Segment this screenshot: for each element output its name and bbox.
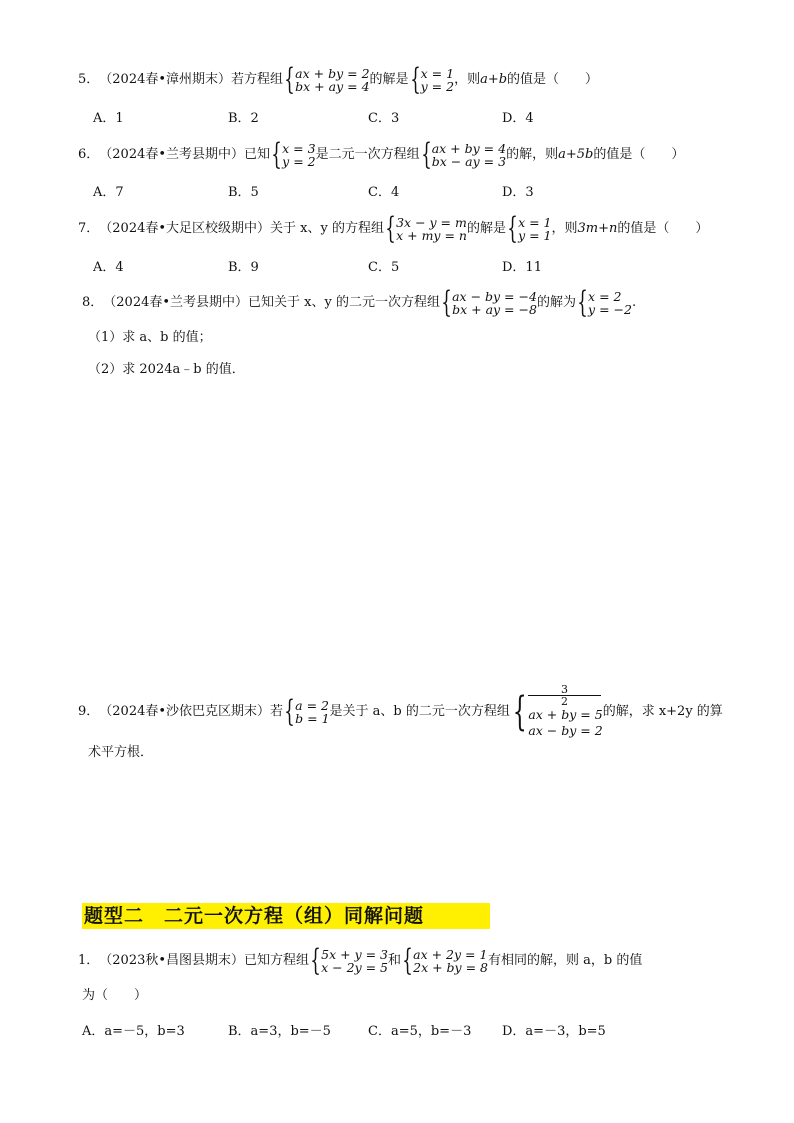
question-5 xyxy=(78,62,599,97)
q6-number: 6． xyxy=(78,147,100,162)
left-brace: { xyxy=(507,211,518,246)
q5-lead: 若方程组 xyxy=(231,72,284,87)
q6-option-a: A．7 xyxy=(93,185,124,200)
left-brace: { xyxy=(284,62,295,97)
q8-source: （2024春•兰考县期中） xyxy=(103,295,249,310)
q5-number: 5． xyxy=(78,72,100,87)
left-brace: { xyxy=(310,943,321,978)
q7-option-d: D．11 xyxy=(502,260,542,275)
q8-lead: 已知关于 x、y 的二元一次方程组 xyxy=(248,295,440,310)
q6-source: （2024春•兰考县期中） xyxy=(99,147,245,162)
q8-number: 8． xyxy=(82,295,104,310)
q6-system-1: x = 3 y = 2 xyxy=(282,141,316,169)
q6-tail: 的值是（ ） xyxy=(593,147,685,162)
q7-mid: 的解是 xyxy=(466,221,506,236)
question-7 xyxy=(78,211,709,246)
q5-tail: 的值是（ ） xyxy=(507,72,599,87)
q7-option-b: B．9 xyxy=(228,260,259,275)
s2q1-option-b: B．a=3，b=－5 xyxy=(228,1024,331,1039)
question-8 xyxy=(82,285,637,320)
q6-mid: 是二元一次方程组 xyxy=(315,147,420,162)
s2q1-option-a: A．a=－5，b=3 xyxy=(82,1024,185,1039)
q5-option-b: B．2 xyxy=(228,111,259,126)
q8-tail: . xyxy=(631,295,637,310)
q5-option-c: C．3 xyxy=(368,111,400,126)
q9-system-1: a = 2 b = 1 xyxy=(295,697,330,726)
q9-continuation: 术平方根． xyxy=(88,745,154,760)
s2q1-option-c: C．a=5，b=－3 xyxy=(368,1024,472,1039)
s2q1-continuation: 为（ ） xyxy=(82,988,148,1003)
q7-number: 7． xyxy=(78,221,100,236)
left-brace: { xyxy=(409,62,421,97)
q7-source: （2024春•大足区校级期中） xyxy=(99,221,271,236)
q5-source: （2024春•漳州期末） xyxy=(99,72,232,87)
q6-option-b: B．5 xyxy=(228,185,259,200)
left-brace: { xyxy=(441,285,452,320)
q9-tail: 的解，求 x+2y 的算 xyxy=(602,703,723,719)
q5-option-d: D．4 xyxy=(502,111,534,126)
q9-system-2: 3 2 ax + by = 5 ax − by = 2 xyxy=(528,683,603,738)
q5-system-1: ax + by = 2 bx + ay = 4 xyxy=(295,66,370,94)
left-brace: { xyxy=(284,693,295,729)
s2q1-number: 1． xyxy=(78,953,100,968)
q6-system-2: ax + by = 4 bx − ay = 3 xyxy=(431,141,507,169)
s2q1-system-1: 5x + y = 3 x − 2y = 5 xyxy=(321,947,389,975)
s2q1-option-d: D．a=－3，b=5 xyxy=(502,1024,606,1039)
left-brace: { xyxy=(402,943,413,978)
q6-option-d: D．3 xyxy=(502,185,534,200)
q5-option-a: A．1 xyxy=(93,111,124,126)
fraction: 3 2 xyxy=(528,684,600,707)
s2-question-1 xyxy=(78,943,643,978)
q7-lead: 关于 x、y 的方程组 xyxy=(270,221,384,236)
left-brace: { xyxy=(271,137,282,172)
q5-tail-pre: ，则 xyxy=(454,72,481,87)
s2q1-tail: 有相同的解，则 a，b 的值 xyxy=(488,953,643,968)
q7-option-c: C．5 xyxy=(368,260,400,275)
q9-source: （2024春•沙依巴克区期末） xyxy=(99,703,271,719)
q7-tail: 的值是（ ） xyxy=(617,221,709,236)
s2q1-mid: 和 xyxy=(388,953,402,968)
q8-subquestion-1: （1）求 a、b 的值； xyxy=(88,330,212,345)
s2q1-source: （2023秋•昌图县期末） xyxy=(99,953,245,968)
s2q1-lead: 已知方程组 xyxy=(244,953,310,968)
q9-mid: 是关于 a、b 的二元一次方程组 xyxy=(329,703,510,719)
q8-system-1: ax − by = −4 bx + ay = −8 xyxy=(452,289,537,317)
q8-mid: 的解为 xyxy=(536,295,576,310)
left-brace: { xyxy=(385,211,396,246)
q5-system-2: x = 1 y = 2 xyxy=(420,66,455,94)
q6-option-c: C．4 xyxy=(368,185,400,200)
q8-subquestion-2: （2）求 2024a﹣b 的值． xyxy=(88,362,245,377)
q5-expression: a+b xyxy=(480,72,508,87)
left-brace: { xyxy=(420,137,432,172)
q7-system-1: 3x − y = m x + my = n xyxy=(396,215,467,243)
q7-expression: 3m+n xyxy=(577,221,618,236)
q5-mid: 的解是 xyxy=(369,72,409,87)
q8-system-2: x = 2 y = −2 xyxy=(588,289,632,317)
q6-tail-pre: 的解，则 xyxy=(506,147,559,162)
question-6 xyxy=(78,137,685,172)
q9-number: 9． xyxy=(78,703,100,719)
question-9 xyxy=(78,684,723,739)
q6-lead: 已知 xyxy=(244,147,271,162)
q9-lead: 若 xyxy=(270,703,284,719)
q7-tail-pre: ，则 xyxy=(551,221,578,236)
section-heading: 题型二 二元一次方程（组）同解问题 xyxy=(82,903,490,929)
q7-system-2: x = 1 y = 1 xyxy=(518,215,552,243)
q7-option-a: A．4 xyxy=(93,260,124,275)
left-brace: { xyxy=(512,688,527,735)
s2q1-system-2: ax + 2y = 1 2x + by = 8 xyxy=(413,947,488,975)
left-brace: { xyxy=(577,285,588,320)
q6-expression: a+5b xyxy=(558,147,594,162)
